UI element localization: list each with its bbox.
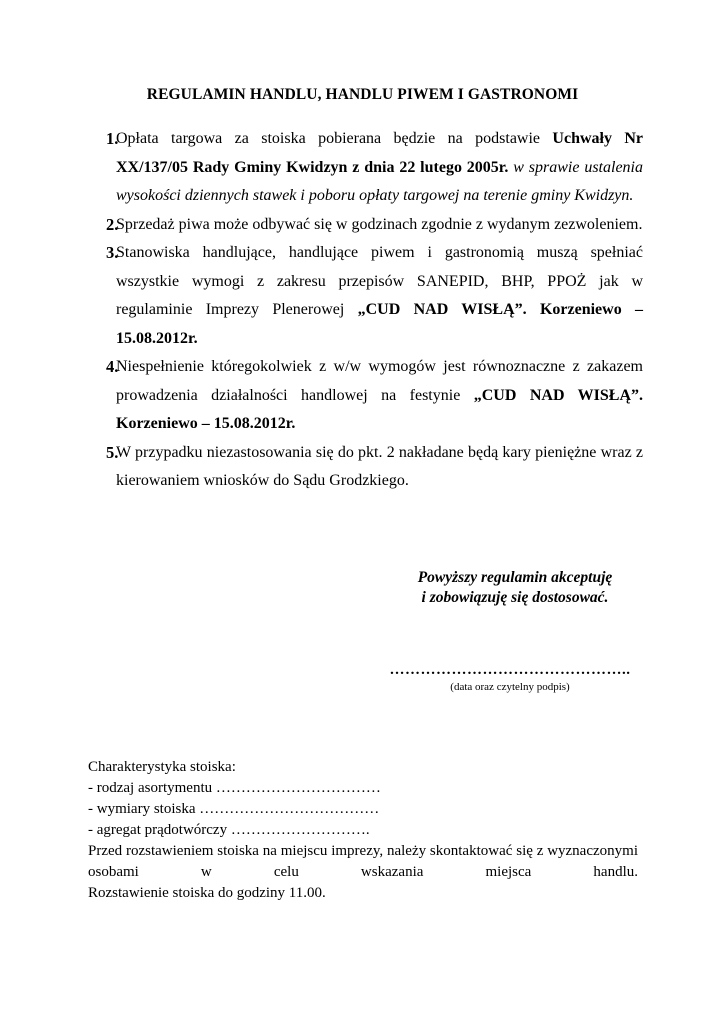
acceptance-line-1: Powyższy regulamin akceptuję: [417, 569, 613, 586]
rule-text-bold: Uchwały Nr XX/137/05 Rady Gminy Kwidzyn z dnia 22 lutego 2005r.: [116, 130, 643, 176]
rule-text: Niespełnienie któregokolwiek z w/w wymogów jest równoznaczne z zakazem prowadzenia działalności handlowej na festynie: [116, 358, 643, 404]
rule-item-4: [88, 353, 643, 439]
rule-item-2: [88, 211, 643, 240]
field-assortment: - rodzaj asortymentu ……………………………: [88, 780, 381, 796]
field-dimensions: - wymiary stoiska ………………………………: [88, 801, 380, 817]
rule-text: Stanowiska handlujące, handlujące piwem i gastronomią muszą spełniać wszystkie wymogi z zakresu przepisów SANEPID, BHP, PPOŻ jak w regulaminie Imprezy Plenerowej: [116, 244, 643, 318]
rule-item-5: [88, 439, 643, 496]
rule-number: 1.: [106, 129, 119, 148]
rule-number: 3.: [106, 243, 119, 262]
characteristics-heading: Charakterystyka stoiska:: [88, 759, 236, 775]
field-generator: - agregat prądotwórczy ……………………….: [88, 822, 370, 838]
acceptance-line-2: i zobowiązuję się dostosować.: [421, 589, 609, 606]
rule-text-bold: „CUD NAD WISŁĄ”. Korzeniewo – 15.08.2012r.: [116, 386, 643, 432]
rule-text-italic: w sprawie ustalenia wysokości dziennych stawek i poboru opłaty targowej na terenie gminy Kwidzyn.: [116, 158, 643, 204]
rule-number: 4.: [106, 357, 119, 376]
rule-text: Sprzedaż piwa może odbywać się w godzinach zgodnie z wydanym zezwoleniem.: [116, 215, 643, 233]
rule-item-1: [88, 125, 643, 211]
contact-note: Przed rozstawieniem stoiska na miejscu imprezy, należy skontaktować się z wyznaczonymi osobami w celu wskazania miejsca handlu.: [88, 843, 638, 880]
rule-text: W przypadku niezastosowania się do pkt. 2 nakładane będą kary pieniężne wraz z kierowaniem wniosków do Sądu Grodzkiego.: [116, 443, 643, 489]
document-title: REGULAMIN HANDLU, HANDLU PIWEM I GASTRONOMI: [146, 86, 579, 103]
rule-number: 5.: [106, 442, 119, 462]
rule-number: 2.: [106, 214, 119, 234]
signature-line: ………………………………………..: [389, 662, 631, 678]
rule-text: Opłata targowa za stoiska pobierana będzie na podstawie: [116, 130, 553, 147]
rule-item-3: [88, 239, 643, 353]
setup-time: Rozstawienie stoiska do godziny 11.00.: [88, 885, 326, 901]
rule-text-bold: „CUD NAD WISŁĄ”. Korzeniewo – 15.08.2012r.: [116, 301, 643, 347]
signature-caption: (data oraz czytelny podpis): [450, 681, 570, 693]
stand-characteristics: [88, 757, 638, 904]
rules-list: [88, 125, 643, 496]
acceptance-statement: [405, 568, 625, 608]
